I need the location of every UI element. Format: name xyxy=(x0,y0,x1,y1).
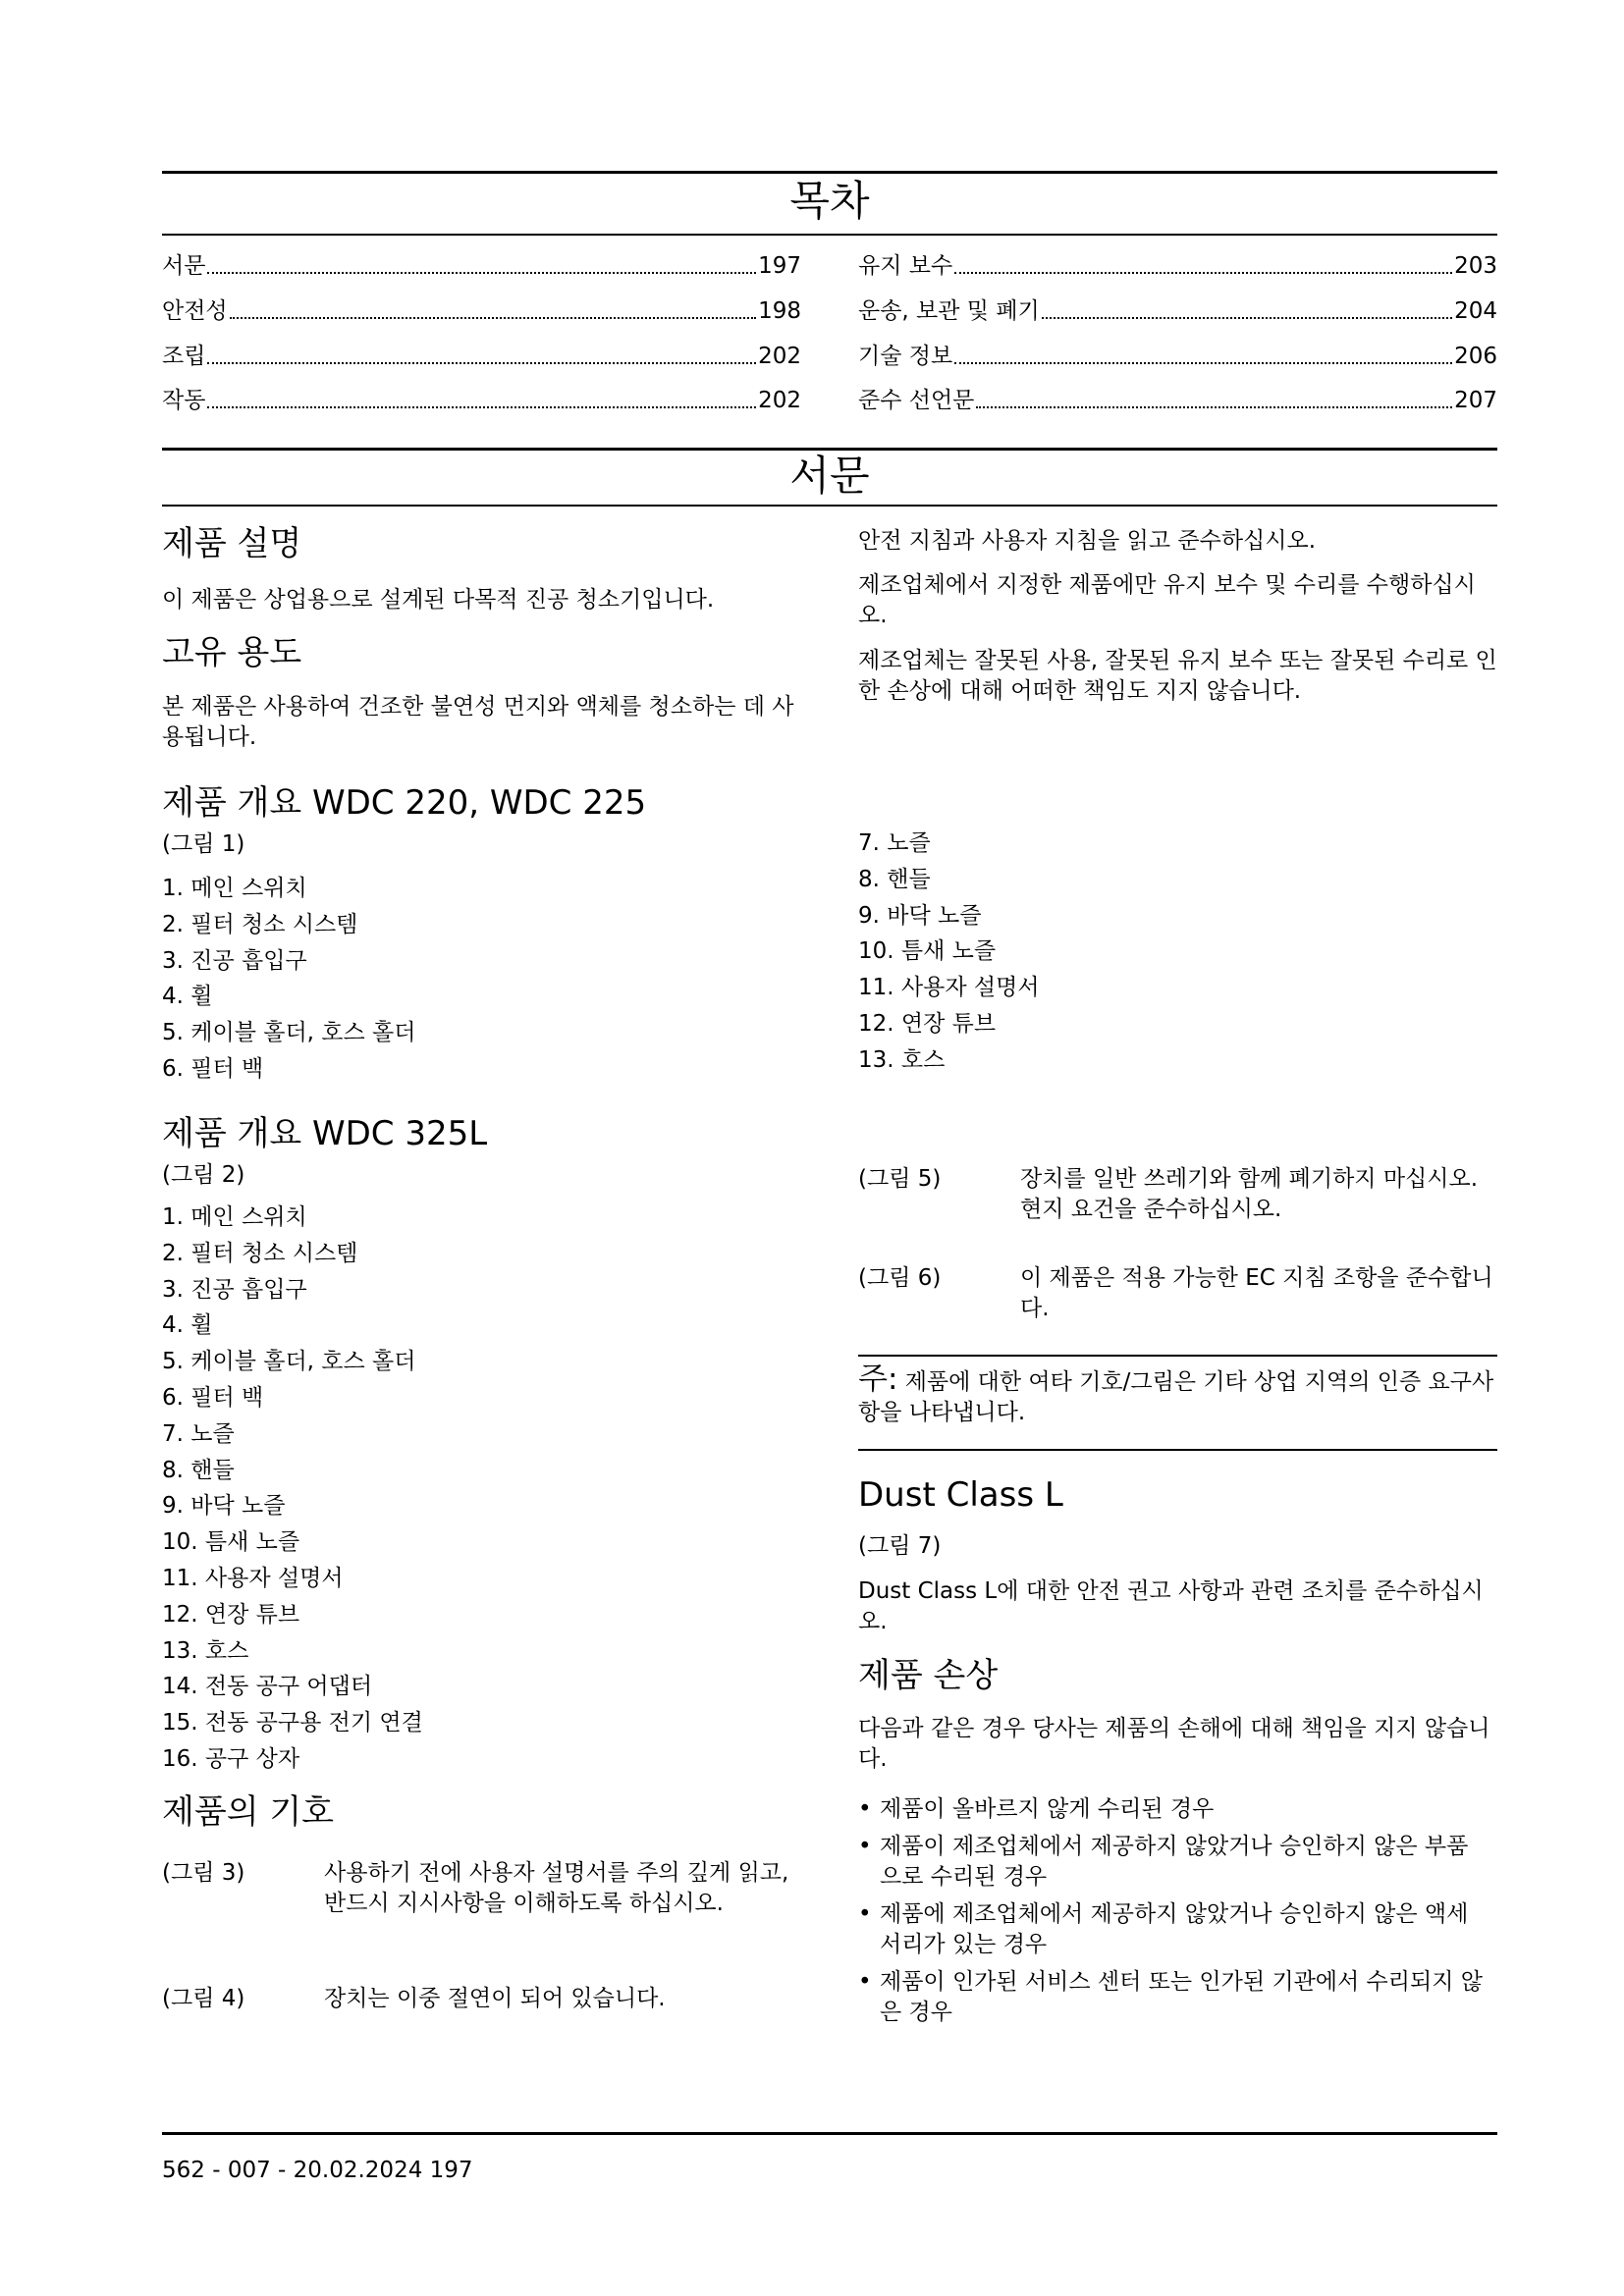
toc-entry[interactable] xyxy=(162,342,801,371)
note-box xyxy=(858,1364,1497,1428)
section-title-rule xyxy=(162,505,1497,507)
toc-title: 목차 xyxy=(789,177,870,225)
damage-list xyxy=(858,1794,1487,2035)
toc-entry[interactable] xyxy=(858,251,1497,281)
list-item: 8. 핸들 xyxy=(162,1457,235,1483)
toc-entry-page: 198 xyxy=(758,298,801,324)
toc-entry-label: 작동 xyxy=(162,388,206,413)
list-item: 13. 호스 xyxy=(858,1046,946,1073)
list-item: 11. 사용자 설명서 xyxy=(858,975,1040,1001)
damage-heading: 제품 손상 xyxy=(858,1656,999,1695)
list-item: 9. 바닥 노즐 xyxy=(162,1493,286,1520)
list-item: 1. 메인 스위치 xyxy=(162,876,307,901)
list-item: 2. 필터 청소 시스템 xyxy=(162,1240,358,1266)
list-item: 6. 필터 백 xyxy=(162,1384,264,1411)
toc-leader xyxy=(207,251,756,274)
list-item: 7. 노즐 xyxy=(162,1420,235,1447)
list-item: 1. 메인 스위치 xyxy=(162,1204,307,1230)
list-item: 6. 필터 백 xyxy=(162,1055,264,1082)
toc-entry-page: 202 xyxy=(758,344,801,369)
list-item: • 제품에 제조업체에서 제공하지 않았거나 승인하지 않은 액세서리가 있는 경우 xyxy=(858,1899,1487,1960)
list-item: 12. 연장 튜브 xyxy=(858,1010,997,1037)
toc-leader xyxy=(976,386,1452,408)
toc-entry-label: 준수 선언문 xyxy=(858,388,975,413)
list-item: 9. 바닥 노즐 xyxy=(858,902,982,929)
list-item: • 제품이 인가된 서비스 센터 또는 인가된 기관에서 수리되지 않은 경우 xyxy=(858,1967,1487,2028)
list-item: 10. 틈새 노즐 xyxy=(162,1529,300,1556)
toc-leader xyxy=(207,342,756,364)
symbol-row xyxy=(858,1263,1498,1332)
dust-class-heading: Dust Class L xyxy=(858,1475,1063,1515)
section-title: 서문 xyxy=(789,452,870,500)
note-text: 제품에 대한 여타 기호/그림은 기타 상업 지역의 인증 요구사항을 나타냅니다. xyxy=(858,1369,1494,1425)
list-item: 5. 케이블 홀더, 호스 홀더 xyxy=(162,1349,416,1375)
toc-entry[interactable] xyxy=(162,251,801,281)
toc-title-rule xyxy=(162,234,1497,236)
damage-intro: 다음과 같은 경우 당사는 제품의 손해에 대해 책임을 지지 않습니다. xyxy=(858,1716,1490,1772)
overview2-figure-ref: (그림 2) xyxy=(162,1162,245,1188)
toc-leader xyxy=(1042,296,1452,319)
list-item: • 제품이 제조업체에서 제공하지 않았거나 승인하지 않은 부품으로 수리된 경우 xyxy=(858,1832,1487,1893)
toc-leader xyxy=(207,386,756,408)
list-item: 4. 휠 xyxy=(162,984,213,1010)
note-label: 주: xyxy=(858,1362,898,1397)
toc-entry-page: 203 xyxy=(1454,253,1497,279)
toc-leader xyxy=(954,251,1452,274)
footer-text: 562 - 007 - 20.02.2024 197 xyxy=(162,2158,473,2183)
list-item: 13. 호스 xyxy=(162,1637,249,1664)
toc-entry[interactable] xyxy=(162,296,801,326)
overview1-list-right xyxy=(858,826,1040,1079)
symbols-heading: 제품의 기호 xyxy=(162,1792,335,1832)
toc-top-rule xyxy=(162,171,1497,174)
list-item: 10. 틈새 노즐 xyxy=(858,938,997,965)
intended-use-text: 본 제품은 사용하여 건조한 불연성 먼지와 액체를 청소하는 데 사용됩니다. xyxy=(162,694,794,750)
list-item: 3. 진공 흡입구 xyxy=(162,947,307,974)
symbol-row xyxy=(858,1164,1498,1233)
list-item: 5. 케이블 홀더, 호스 홀더 xyxy=(162,1020,416,1046)
overview2-heading: 제품 개요 WDC 325L xyxy=(162,1114,488,1153)
toc-leader xyxy=(954,342,1452,364)
toc-entry-label: 유지 보수 xyxy=(858,253,953,279)
toc-entry-label: 조립 xyxy=(162,344,206,369)
toc-entry-page: 207 xyxy=(1454,388,1497,413)
toc-entry[interactable] xyxy=(858,342,1497,371)
symbol-figure-ref: (그림 5) xyxy=(858,1166,942,1192)
note-bottom-rule xyxy=(858,1449,1497,1451)
footer-rule xyxy=(162,2132,1497,2135)
list-item: 4. 휠 xyxy=(162,1312,213,1339)
overview1-list-left xyxy=(162,871,415,1088)
dust-class-text: Dust Class L에 대한 안전 권고 사항과 관련 조치를 준수하십시오. xyxy=(858,1578,1484,1634)
symbol-text: 사용하기 전에 사용자 설명서를 주의 깊게 읽고, 반드시 지시사항을 이해하도록 하십시오. xyxy=(324,1860,789,1916)
toc-entry-page: 202 xyxy=(758,388,801,413)
intended-use-heading: 고유 용도 xyxy=(162,633,302,672)
toc-entry-label: 서문 xyxy=(162,253,206,279)
product-description-heading: 제품 설명 xyxy=(162,524,302,563)
overview1-figure-ref: (그림 1) xyxy=(162,831,245,857)
symbol-row xyxy=(162,1984,810,2023)
toc-entry-label: 기술 정보 xyxy=(858,344,953,369)
toc-entry[interactable] xyxy=(162,386,801,415)
symbol-figure-ref: (그림 3) xyxy=(162,1860,245,1886)
product-description-text: 이 제품은 상업용으로 설계된 다목적 진공 청소기입니다. xyxy=(162,587,715,613)
list-item: 15. 전동 공구용 전기 연결 xyxy=(162,1710,423,1736)
toc-entry-label: 안전성 xyxy=(162,298,228,324)
list-item: • 제품이 올바르지 않게 수리된 경우 xyxy=(858,1794,1487,1825)
maintenance-text: 제조업체에서 지정한 제품에만 유지 보수 및 수리를 수행하십시오. xyxy=(858,572,1476,628)
toc-entry-page: 206 xyxy=(1454,344,1497,369)
liability-text: 제조업체는 잘못된 사용, 잘못된 유지 보수 또는 잘못된 수리로 인한 손상에 대해 어떠한 책임도 지지 않습니다. xyxy=(858,648,1497,704)
list-item: 3. 진공 흡입구 xyxy=(162,1276,307,1303)
toc-entry-label: 운송, 보관 및 폐기 xyxy=(858,298,1040,324)
toc-entry[interactable] xyxy=(858,386,1497,415)
toc-entry-page: 197 xyxy=(758,253,801,279)
symbol-text: 이 제품은 적용 가능한 EC 지침 조항을 준수합니다. xyxy=(1020,1265,1493,1321)
list-item: 8. 핸들 xyxy=(858,866,931,892)
list-item: 2. 필터 청소 시스템 xyxy=(162,911,358,937)
overview2-list xyxy=(162,1200,423,1778)
symbol-text: 장치는 이중 절연이 되어 있습니다. xyxy=(324,1986,666,2011)
toc-leader xyxy=(230,296,756,319)
dust-class-figure-ref: (그림 7) xyxy=(858,1533,942,1559)
symbol-figure-ref: (그림 6) xyxy=(858,1265,942,1291)
list-item: 11. 사용자 설명서 xyxy=(162,1565,344,1591)
symbol-row xyxy=(162,1858,810,1956)
list-item: 7. 노즐 xyxy=(858,830,931,856)
list-item: 14. 전동 공구 어댑터 xyxy=(162,1674,373,1700)
overview1-heading: 제품 개요 WDC 220, WDC 225 xyxy=(162,783,647,823)
toc-entry-page: 204 xyxy=(1454,298,1497,324)
list-item: 12. 연장 튜브 xyxy=(162,1601,300,1628)
symbol-figure-ref: (그림 4) xyxy=(162,1986,245,2011)
symbol-text: 장치를 일반 쓰레기와 함께 폐기하지 마십시오. 현지 요건을 준수하십시오. xyxy=(1020,1166,1479,1222)
section-top-rule xyxy=(162,448,1497,451)
toc-entry[interactable] xyxy=(858,296,1497,326)
safety-instructions-text: 안전 지침과 사용자 지침을 읽고 준수하십시오. xyxy=(858,528,1317,554)
list-item: 16. 공구 상자 xyxy=(162,1745,300,1772)
note-top-rule xyxy=(858,1355,1497,1357)
